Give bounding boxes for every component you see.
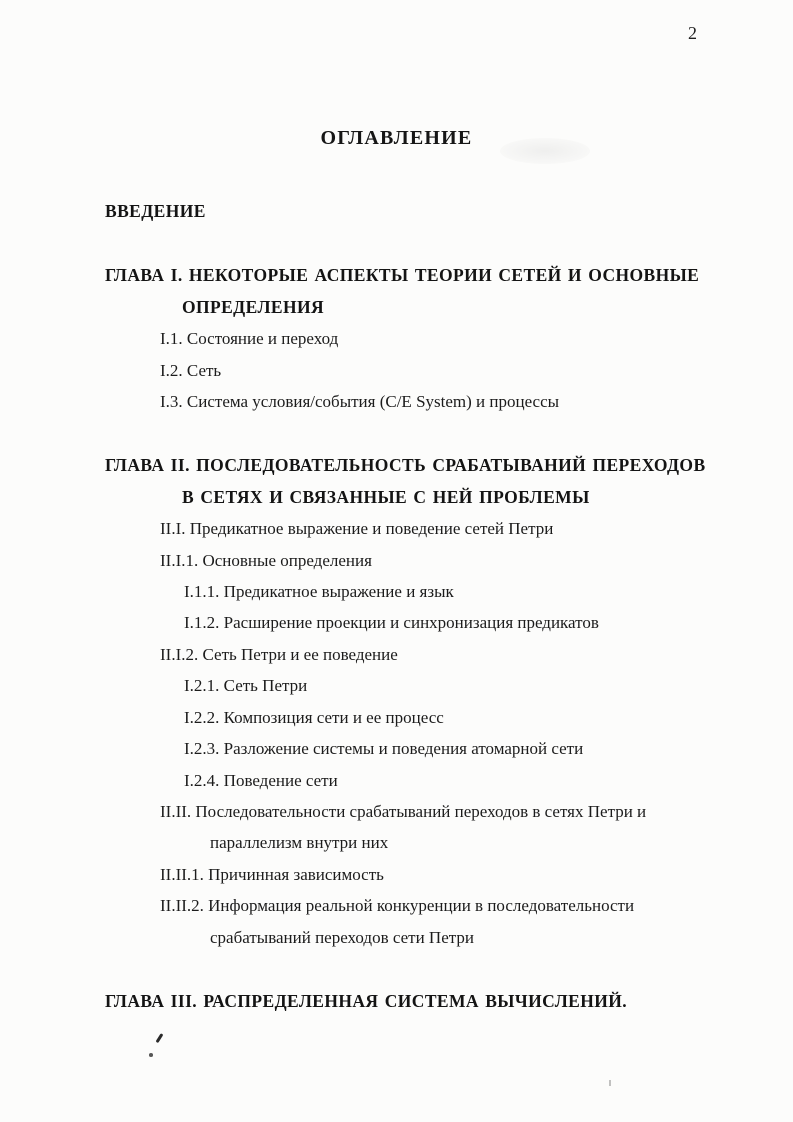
toc-entry-7: В СЕТЯХ И СВЯЗАННЫЕ С НЕЙ ПРОБЛЕМЫ <box>182 486 590 507</box>
toc-entry-4: I.2. Сеть <box>160 360 222 380</box>
ink-mark <box>156 1033 163 1043</box>
toc-entry-8: II.I. Предикатное выражение и поведение сетей Петри <box>160 519 554 539</box>
toc-entry-19: II.II.1. Причинная зависимость <box>160 864 384 884</box>
toc-entry-0: ВВЕДЕНИЕ <box>105 201 206 221</box>
scan-smudge <box>500 138 590 164</box>
toc-entry-16: I.2.4. Поведение сети <box>184 770 338 790</box>
toc-entry-1: ГЛАВА I. НЕКОТОРЫЕ АСПЕКТЫ ТЕОРИИ СЕТЕЙ И ОСНОВНЫЕ <box>105 265 700 286</box>
page-title: ОГЛАВЛЕНИЕ <box>320 127 473 149</box>
toc-entry-10: I.1.1. Предикатное выражение и язык <box>184 582 454 602</box>
toc-entry-5: I.3. Система условия/события (C/E System) и процессы <box>160 392 560 412</box>
toc-entry-20: II.II.2. Информация реальной конкуренции в последовательности <box>160 896 635 916</box>
toc-entry-9: II.I.1. Основные определения <box>160 550 372 570</box>
ink-mark <box>609 1080 611 1086</box>
toc-entry-12: II.I.2. Сеть Петри и ее поведение <box>160 644 398 664</box>
toc-entry-6: ГЛАВА II. ПОСЛЕДОВАТЕЛЬНОСТЬ СРАБАТЫВАНИЙ ПЕРЕХОДОВ <box>105 455 706 476</box>
toc-entry-15: I.2.3. Разложение системы и поведения атомарной сети <box>184 739 584 759</box>
toc-entry-11: I.1.2. Расширение проекции и синхронизация предикатов <box>184 613 599 633</box>
page-number: 2 <box>688 23 697 43</box>
toc-entry-17: II.II. Последовательности срабатываний переходов в сетях Петри и <box>160 801 647 821</box>
toc-entry-2: ОПРЕДЕЛЕНИЯ <box>182 296 325 317</box>
toc-entry-3: I.1. Состояние и переход <box>160 329 339 349</box>
toc-entry-13: I.2.1. Сеть Петри <box>184 676 308 696</box>
toc-entry-21: срабатываний переходов сети Петри <box>210 927 474 947</box>
ink-mark <box>149 1053 153 1057</box>
toc-entry-18: параллелизм внутри них <box>210 833 389 853</box>
table-of-contents <box>0 196 793 1017</box>
toc-entry-14: I.2.2. Композиция сети и ее процесс <box>184 707 444 727</box>
toc-entry-22: ГЛАВА III. РАСПРЕДЕЛЕННАЯ СИСТЕМА ВЫЧИСЛЕНИЙ. <box>105 990 628 1011</box>
